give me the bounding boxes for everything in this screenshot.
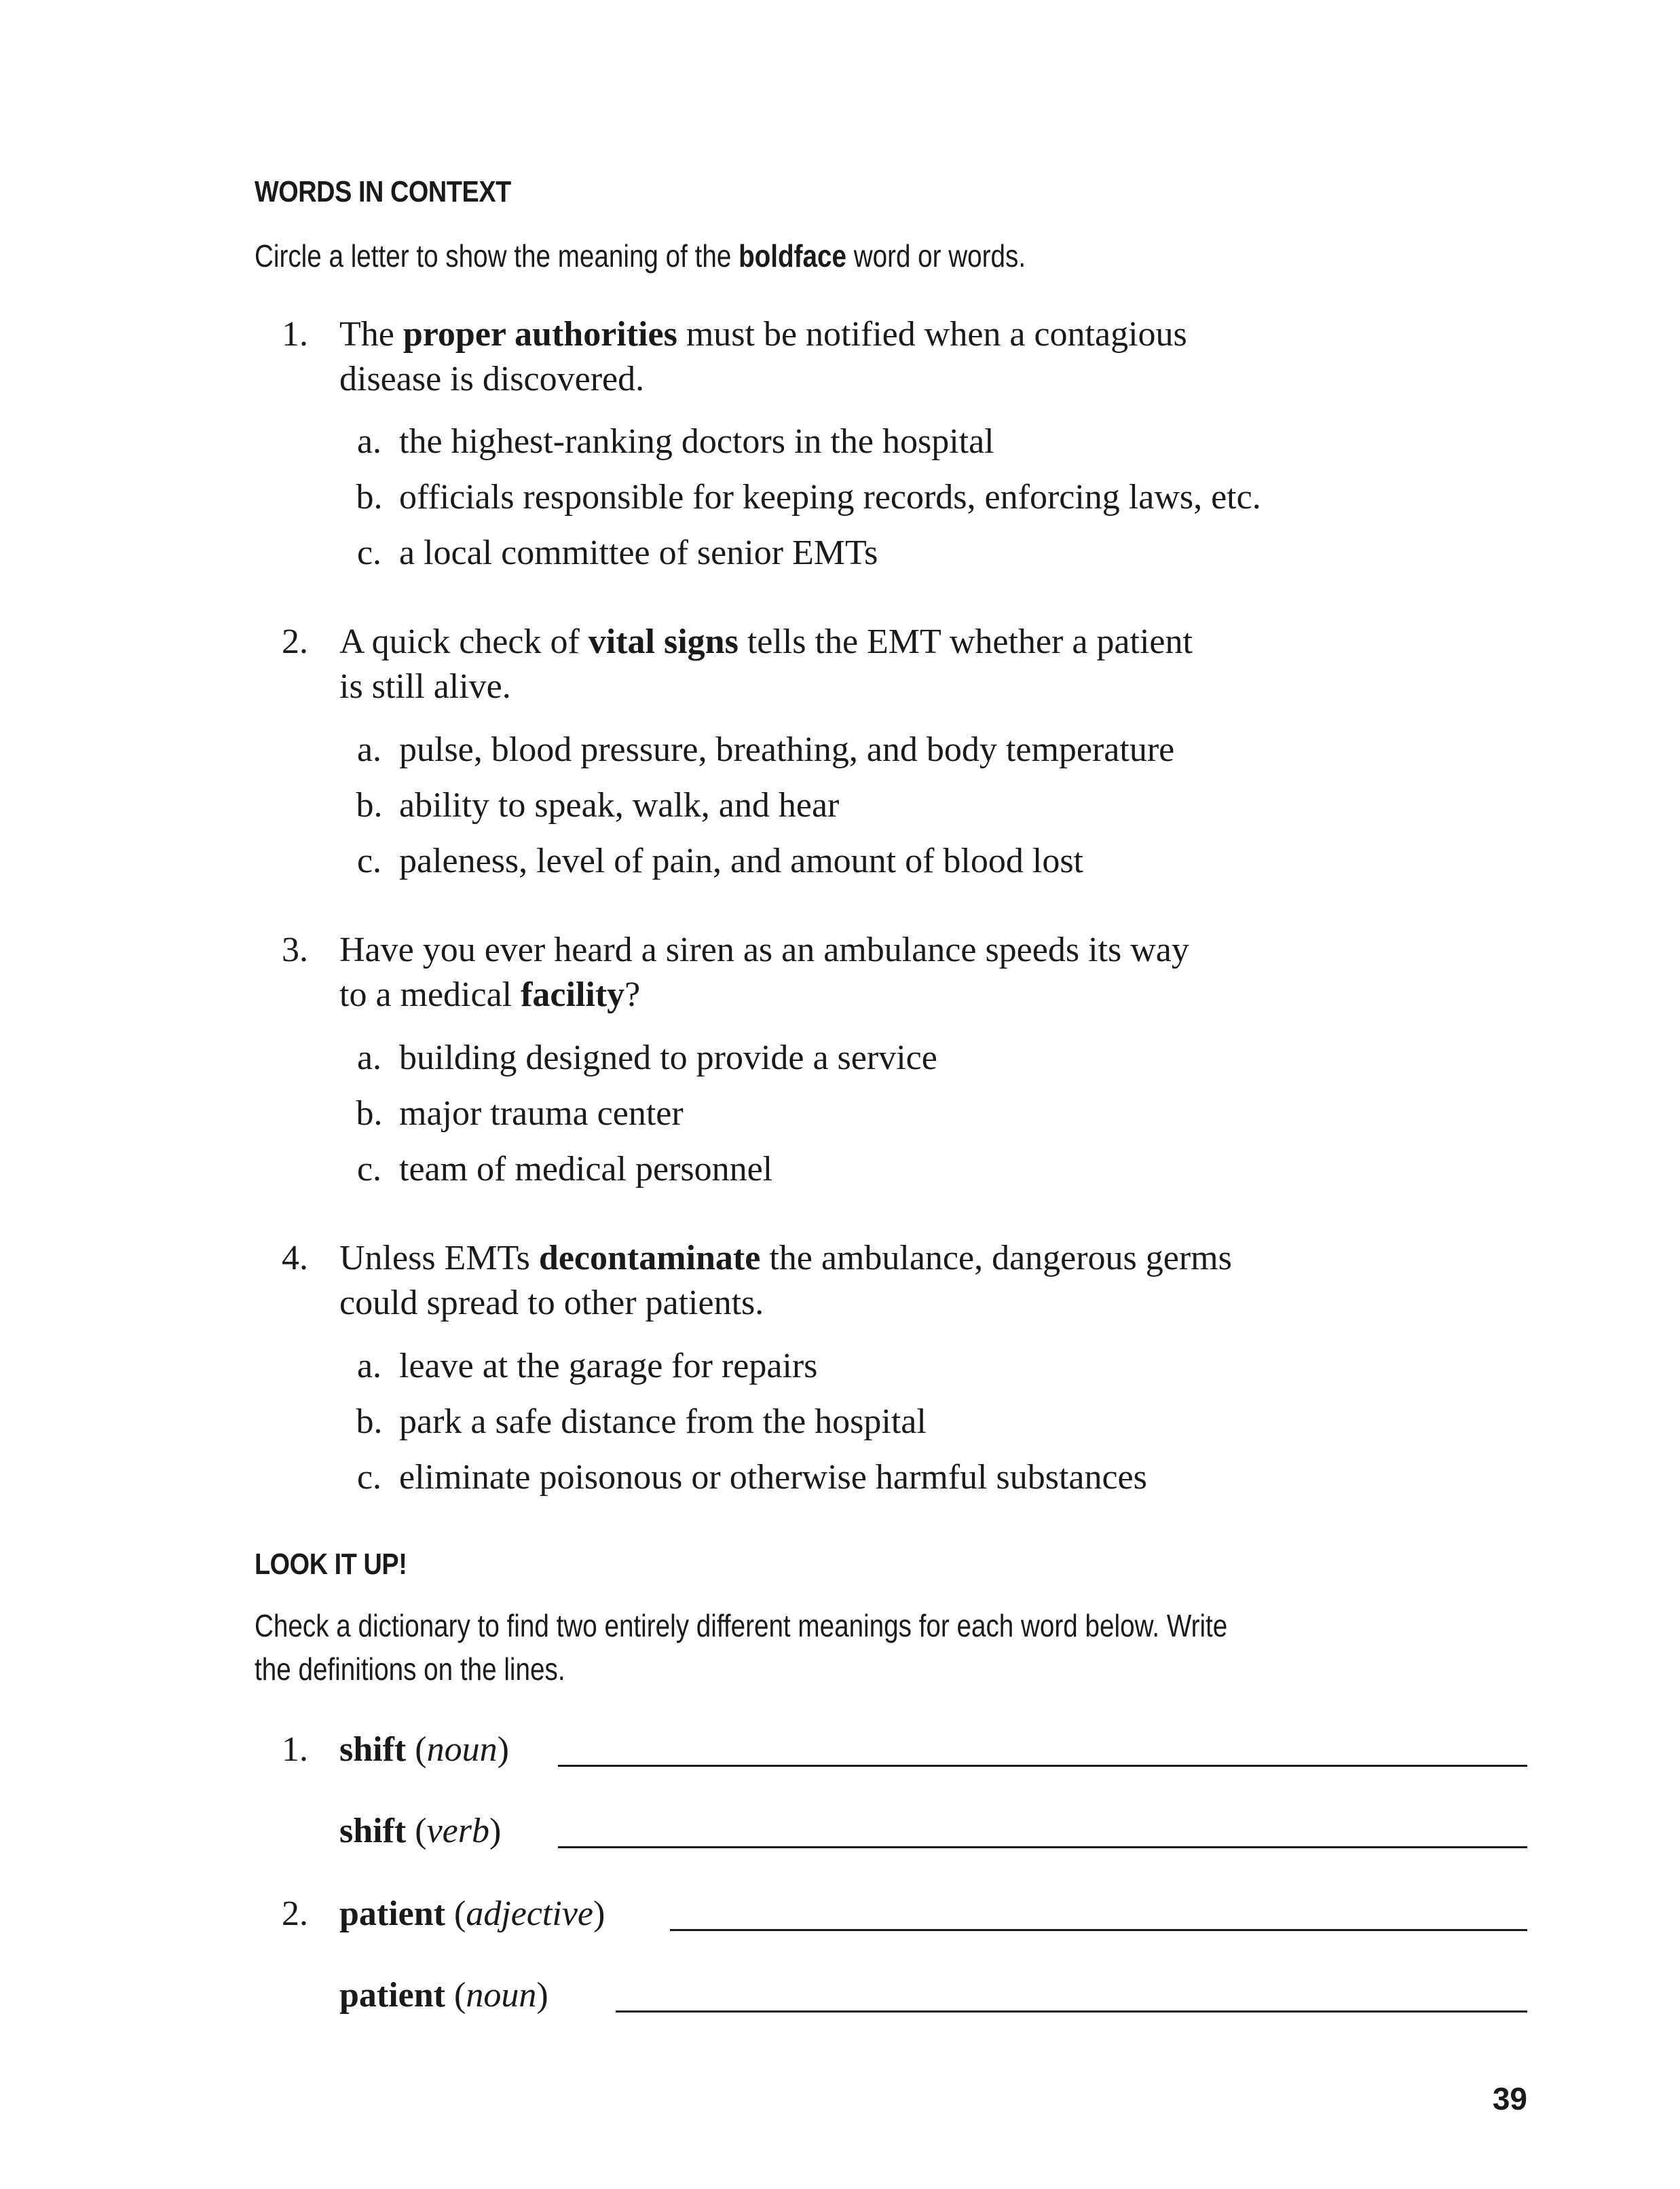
lookup-entry-patient-noun <box>282 1973 548 2018</box>
entry-word: patient <box>339 1976 445 2015</box>
option-4b[interactable] <box>339 1400 927 1444</box>
question-stem <box>339 312 1493 402</box>
entry-part-of-speech: verb <box>426 1812 489 1850</box>
paren: ) <box>497 1730 509 1769</box>
option-4a[interactable] <box>339 1344 817 1389</box>
paren: ) <box>536 1976 548 2015</box>
option-text: major trauma center <box>399 1094 684 1133</box>
option-letter[interactable]: a. <box>356 422 382 461</box>
stem-text: ? <box>624 975 641 1014</box>
paren: ) <box>593 1894 605 1933</box>
option-letter[interactable]: c. <box>356 1150 382 1189</box>
stem-text: is still alive. <box>339 667 511 706</box>
stem-text: tells the EMT whether a patient <box>738 622 1193 661</box>
paren: ) <box>489 1812 502 1850</box>
instruction-line: the definitions on the lines. <box>255 1651 565 1687</box>
stem-text: the ambulance, dangerous germs <box>760 1239 1232 1277</box>
option-3a[interactable] <box>339 1036 937 1081</box>
paren: ( <box>415 1730 427 1769</box>
option-text: park a safe distance from the hospital <box>399 1402 927 1441</box>
option-letter[interactable]: c. <box>356 1458 382 1497</box>
paren: ( <box>415 1812 427 1850</box>
stem-text: disease is discovered. <box>339 360 645 398</box>
option-text: eliminate poisonous or otherwise harmful substances <box>399 1458 1147 1497</box>
option-4c[interactable] <box>339 1455 1147 1500</box>
option-2b[interactable] <box>339 783 839 828</box>
definition-line-shift-verb[interactable] <box>558 1846 1527 1848</box>
definition-line-patient-adjective[interactable] <box>670 1929 1527 1931</box>
words-in-context-heading: WORDS IN CONTEXT <box>255 175 511 208</box>
option-1c[interactable] <box>339 531 878 576</box>
entry-word: patient <box>339 1894 445 1933</box>
question-stem <box>339 928 1493 1017</box>
instruction-text: Circle a letter to show the meaning of the <box>255 238 739 274</box>
entry-word: shift <box>339 1730 407 1769</box>
stem-bold-term: proper authorities <box>403 315 677 354</box>
lookup-entry-shift-verb <box>282 1809 501 1854</box>
entry-number: 1. <box>282 1730 308 1769</box>
option-letter[interactable]: a. <box>356 730 382 769</box>
option-letter[interactable]: a. <box>356 1039 382 1077</box>
stem-text: Unless EMTs <box>339 1239 539 1277</box>
option-text: leave at the garage for repairs <box>399 1347 818 1385</box>
option-3b[interactable] <box>339 1091 684 1136</box>
option-1b[interactable] <box>339 475 1261 520</box>
option-letter[interactable]: b. <box>356 1402 383 1441</box>
option-text: a local committee of senior EMTs <box>399 534 878 572</box>
stem-bold-term: vital signs <box>588 622 739 661</box>
entry-part-of-speech: noun <box>466 1976 537 2015</box>
definition-line-shift-noun[interactable] <box>558 1765 1527 1767</box>
option-letter[interactable]: b. <box>356 786 383 825</box>
question-number: 1. <box>282 315 308 354</box>
question-stem <box>339 1236 1493 1326</box>
paren: ( <box>454 1894 466 1933</box>
option-text: pulse, blood pressure, breathing, and body temperature <box>399 730 1175 769</box>
option-letter[interactable]: c. <box>356 842 382 880</box>
stem-text: could spread to other patients. <box>339 1284 764 1322</box>
look-it-up-heading: LOOK IT UP! <box>255 1548 407 1581</box>
question-number: 3. <box>282 931 308 969</box>
entry-part-of-speech: adjective <box>466 1894 593 1933</box>
entry-number: 2. <box>282 1894 308 1933</box>
question-number: 4. <box>282 1239 308 1277</box>
option-letter[interactable]: c. <box>356 534 382 572</box>
stem-bold-term: facility <box>521 975 625 1014</box>
option-letter[interactable]: b. <box>356 1094 383 1133</box>
look-it-up-instruction <box>255 1604 1227 1691</box>
instruction-text: word or words. <box>846 238 1026 274</box>
words-in-context-instruction <box>255 234 1026 278</box>
stem-text: A quick check of <box>339 622 589 661</box>
option-letter[interactable]: b. <box>356 478 383 517</box>
stem-text: must be notified when a contagious <box>677 315 1187 354</box>
paren: ( <box>454 1976 466 2015</box>
stem-text: to a medical <box>339 975 521 1014</box>
stem-bold-term: decontaminate <box>538 1239 761 1277</box>
option-2c[interactable] <box>339 839 1083 884</box>
page-number: 39 <box>1492 2081 1527 2116</box>
stem-text: The <box>339 315 403 354</box>
instruction-line: Check a dictionary to find two entirely different meanings for each word below. Write <box>255 1608 1228 1643</box>
instruction-bold: boldface <box>739 238 846 274</box>
option-2a[interactable] <box>339 728 1174 772</box>
lookup-entry-patient-adjective <box>282 1892 605 1937</box>
option-text: paleness, level of pain, and amount of blood lost <box>399 842 1084 880</box>
stem-text: Have you ever heard a siren as an ambulance speeds its way <box>339 931 1189 969</box>
definition-line-patient-noun[interactable] <box>616 2010 1527 2013</box>
option-1a[interactable] <box>339 419 994 464</box>
entry-word: shift <box>339 1812 407 1850</box>
option-text: team of medical personnel <box>399 1150 773 1189</box>
entry-part-of-speech: noun <box>426 1730 498 1769</box>
option-text: officials responsible for keeping records, enforcing laws, etc. <box>399 478 1261 517</box>
option-3c[interactable] <box>339 1147 772 1192</box>
lookup-entry-shift-noun <box>282 1727 509 1772</box>
option-letter[interactable]: a. <box>356 1347 382 1385</box>
question-stem <box>339 620 1493 709</box>
option-text: ability to speak, walk, and hear <box>399 786 840 825</box>
option-text: the highest-ranking doctors in the hospital <box>399 422 994 461</box>
option-text: building designed to provide a service <box>399 1039 937 1077</box>
question-number: 2. <box>282 622 308 661</box>
